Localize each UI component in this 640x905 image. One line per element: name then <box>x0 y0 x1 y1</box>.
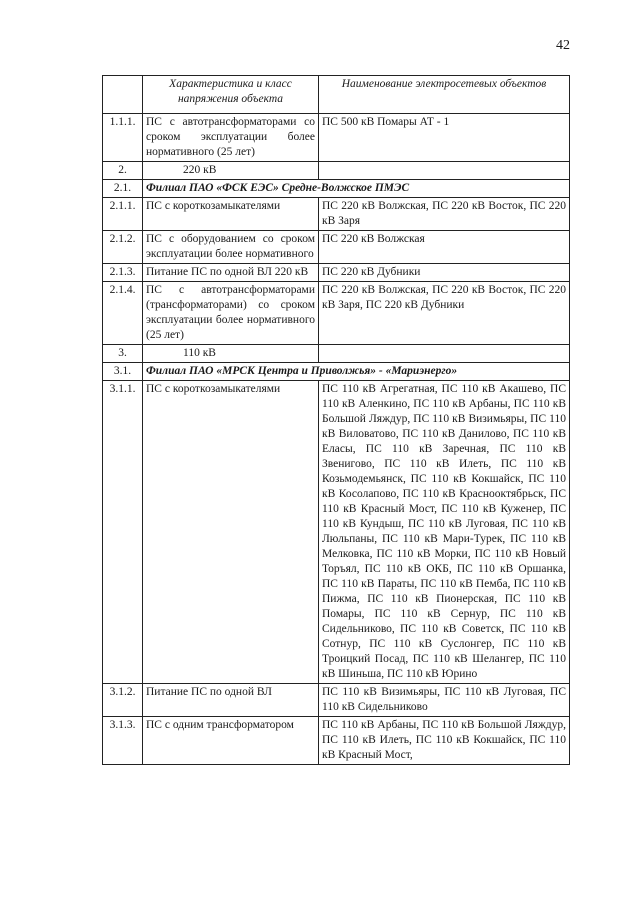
row-characteristic: ПС с короткозамыкателями <box>143 381 319 684</box>
row-characteristic: ПС с оборудованием со сроком эксплуатации более нормативного <box>143 231 319 264</box>
header-characteristic: Характеристика и класс напряжения объекта <box>143 76 319 114</box>
table-row <box>103 684 570 717</box>
table-row <box>103 282 570 345</box>
table-header-row <box>103 76 570 114</box>
row-characteristic: ПС с короткозамыкателями <box>143 198 319 231</box>
row-number: 3.1. <box>103 363 143 381</box>
branch-row <box>103 180 570 198</box>
empty-cell <box>319 345 570 363</box>
row-characteristic: Питание ПС по одной ВЛ <box>143 684 319 717</box>
row-number: 3.1.1. <box>103 381 143 684</box>
header-number-cell <box>103 76 143 114</box>
row-characteristic: ПС с одним трансформатором <box>143 717 319 765</box>
table-row <box>103 717 570 765</box>
voltage-class: 110 кВ <box>143 345 319 363</box>
row-number: 2. <box>103 162 143 180</box>
table-row <box>103 114 570 162</box>
voltage-class: 220 кВ <box>143 162 319 180</box>
row-objects: ПС 500 кВ Помары АТ - 1 <box>319 114 570 162</box>
voltage-row <box>103 162 570 180</box>
table-row <box>103 198 570 231</box>
row-characteristic: ПС с автотрансформаторами со сроком эксплуатации более нормативного (25 лет) <box>143 114 319 162</box>
table-row <box>103 381 570 684</box>
voltage-row <box>103 345 570 363</box>
substations-table <box>102 75 570 765</box>
row-characteristic: ПС с автотрансформаторами (трансформаторами) со сроком эксплуатации более нормативного (25 лет) <box>143 282 319 345</box>
branch-row <box>103 363 570 381</box>
page-number: 42 <box>556 38 570 53</box>
table-row <box>103 231 570 264</box>
row-characteristic: Питание ПС по одной ВЛ 220 кВ <box>143 264 319 282</box>
row-number: 3.1.2. <box>103 684 143 717</box>
row-objects: ПС 110 кВ Арбаны, ПС 110 кВ Большой Ляждур, ПС 110 кВ Илеть, ПС 110 кВ Кокшайск, ПС 110 кВ Красный Мост, <box>319 717 570 765</box>
row-number: 1.1.1. <box>103 114 143 162</box>
row-number: 3.1.3. <box>103 717 143 765</box>
row-objects: ПС 110 кВ Агрегатная, ПС 110 кВ Акашево, ПС 110 кВ Аленкино, ПС 110 кВ Арбаны, ПС 110 кВ Большой Ляждур, ПС 110 кВ Визимьяры, ПС 110 кВ Виловатово, ПС 110 кВ Данилово, ПС 110 кВ Еласы, ПС 110 кВ Заречная, ПС 110 кВ Звенигово, ПС 110 кВ Илеть, ПС 110 кВ Козьмодемьянск, ПС 110 кВ Кокшайск, ПС 110 кВ Косолапово, ПС 110 кВ Краснооктябрьск, ПС 110 кВ Красный Мост, ПС 110 кВ Куженер, ПС 110 кВ Кундыш, ПС 110 кВ Луговая, ПС 110 кВ Люльпаны, ПС 110 кВ Мари-Турек, ПС 110 кВ Мелковка, ПС 110 кВ Морки, ПС 110 кВ Новый Торъял, ПС 110 кВ ОКБ, ПС 110 кВ Оршанка, ПС 110 кВ Параты, ПС 110 кВ Пемба, ПС 110 кВ Пижма, ПС 110 кВ Пионерская, ПС 110 кВ Помары, ПС 110 кВ Сернур, ПС 110 кВ Сидельниково, ПС 110 кВ Советск, ПС 110 кВ Сотнур, ПС 110 кВ Суслонгер, ПС 110 кВ Троицкий Посад, ПС 110 кВ Шелангер, ПС 110 кВ Шиньша, ПС 110 кВ Юрино <box>319 381 570 684</box>
header-objects: Наименование электросетевых объектов <box>319 76 570 114</box>
branch-title: Филиал ПАО «ФСК ЕЭС» Средне-Волжское ПМЭС <box>143 180 570 198</box>
table-row <box>103 264 570 282</box>
row-number: 3. <box>103 345 143 363</box>
row-objects: ПС 220 кВ Волжская <box>319 231 570 264</box>
empty-cell <box>319 162 570 180</box>
row-number: 2.1.1. <box>103 198 143 231</box>
row-objects: ПС 220 кВ Дубники <box>319 264 570 282</box>
row-objects: ПС 110 кВ Визимьяры, ПС 110 кВ Луговая, ПС 110 кВ Сидельниково <box>319 684 570 717</box>
row-objects: ПС 220 кВ Волжская, ПС 220 кВ Восток, ПС 220 кВ Заря <box>319 198 570 231</box>
branch-title: Филиал ПАО «МРСК Центра и Приволжья» - «Мариэнерго» <box>143 363 570 381</box>
row-number: 2.1.2. <box>103 231 143 264</box>
row-objects: ПС 220 кВ Волжская, ПС 220 кВ Восток, ПС 220 кВ Заря, ПС 220 кВ Дубники <box>319 282 570 345</box>
row-number: 2.1.4. <box>103 282 143 345</box>
row-number: 2.1.3. <box>103 264 143 282</box>
row-number: 2.1. <box>103 180 143 198</box>
